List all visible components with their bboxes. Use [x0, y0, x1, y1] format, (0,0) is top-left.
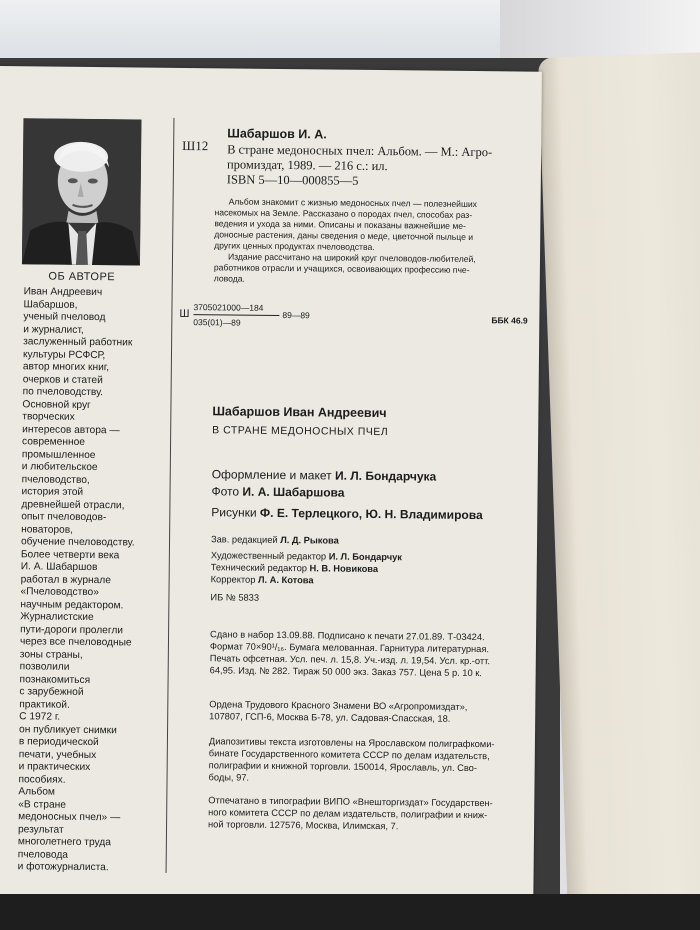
- bio-line: он публикует снимки: [18, 723, 117, 736]
- bio-line: автор многих книг,: [22, 361, 110, 374]
- staff-item: Художественный редактор И. Л. Бондарчук: [210, 550, 403, 563]
- dia-line: бинате Государственного комитета СССР по делам издательств,: [208, 748, 490, 762]
- classification-tail: 89—89: [282, 310, 310, 321]
- annotation-line: Альбом знакомит с жизнью медоносных пчел — полезнейших: [228, 196, 478, 210]
- bbk-code: ББК 46.9: [491, 315, 528, 326]
- bio-line: пчеловодство,: [21, 473, 90, 486]
- bio-line: пособиях.: [18, 773, 66, 786]
- staff-item: Технический редактор Н. В. Новикова: [210, 562, 379, 575]
- bio-line: С 1972 г.: [19, 711, 61, 723]
- classification-numerator: 3705021000—184: [193, 302, 264, 313]
- annotation-line: Издание рассчитано на широкий круг пчеловодов-любителей,: [227, 251, 476, 265]
- otp-line: ного комитета СССР по делам издательств, полиграфии и книж-: [208, 807, 488, 821]
- credits: [211, 466, 483, 524]
- otp-line: ной торговли. 127576, Москва, Илимская, 7.: [208, 819, 399, 832]
- ref-line: В стране медоносных пчел: Альбом. — М.: Агро-: [227, 142, 493, 160]
- bio-line: пчеловода: [17, 848, 69, 861]
- diapositives-note: [209, 735, 495, 786]
- bio-line: «Пчеловодство»: [20, 586, 99, 599]
- annotation: [214, 196, 542, 288]
- credit-photo: Фото И. А. Шабаршова: [211, 484, 345, 500]
- table-surface: [0, 894, 700, 930]
- bio-line: история этой: [21, 486, 84, 498]
- publisher-address: [209, 698, 467, 725]
- credit-design: Оформление и макет И. Л. Бондарчука: [211, 467, 437, 484]
- otp-line: Отпечатано в типографии ВИПО «Внешторгиздат» Государствен-: [208, 795, 493, 809]
- bio-line: промышленное: [21, 448, 96, 461]
- bio-line: познакомиться: [19, 673, 91, 686]
- ib-number: ИБ № 5833: [210, 592, 260, 603]
- bio-line: современное: [22, 436, 85, 448]
- print-line: 64,95. Изд. № 282. Тираж 50 000 экз. Заказ 757. Цена 5 р. 10 к.: [209, 665, 482, 679]
- order-line: 107807, ГСП-6, Москва Б-78, ул. Садовая-Спасская, 18.: [209, 711, 451, 724]
- bio-line: зоны страны,: [19, 648, 83, 661]
- annotation-line: работников отрасли и учащихся, освоивающих профессию пче-: [213, 262, 470, 275]
- print-line: Формат 70×90¹/₁₆. Бумага мелованная. Гарнитура литературная.: [209, 641, 490, 655]
- bio-line: результат: [17, 823, 64, 836]
- bio-line: новаторов,: [21, 523, 74, 536]
- bio-line: по пчеловодству.: [22, 386, 104, 399]
- bio-line: пути-дороги пролегли: [20, 623, 124, 636]
- colophon-title: В СТРАНЕ МЕДОНОСНЫХ ПЧЕЛ: [212, 424, 389, 439]
- bio-line: работал в журнале: [20, 573, 112, 586]
- bio-line: и журналист,: [23, 323, 84, 336]
- print-line: Печать офсетная. Усл. печ. л. 15,8. Уч.-изд. л. 19,54. Усл. кр.-отт.: [209, 653, 491, 667]
- annotation-line: ловода.: [213, 273, 245, 284]
- bio-line: позволили: [19, 661, 70, 673]
- bio-line: и практических: [18, 761, 91, 774]
- bio-line: в периодической: [18, 736, 99, 749]
- bio-line: медоносных пчел» —: [18, 811, 121, 824]
- bio-line: опыт пчеловодов-: [21, 511, 107, 524]
- author-photo-icon: [22, 118, 142, 265]
- bio-line: Иван Андреевич: [23, 286, 103, 299]
- bio-line: печати, учебных: [18, 748, 97, 761]
- bio-line: многолетнего труда: [17, 836, 111, 849]
- catalog-reference: [227, 142, 493, 190]
- fraction-bar: [193, 314, 279, 316]
- staff-list: [210, 533, 402, 605]
- staff-item: Корректор Л. А. Котова: [210, 574, 314, 586]
- bio-line: через все пчеловодные: [19, 636, 132, 649]
- bio-line: «В стране: [18, 798, 67, 811]
- ref-line: промиздат, 1989. — 216 с.: ил.: [226, 157, 388, 174]
- left-page: [0, 66, 542, 900]
- printing-house-note: [208, 794, 493, 833]
- annotation-line: доносные растения, даны сведения о меде, цветочной пыльце и: [214, 229, 474, 243]
- bio-line: Основной круг: [22, 398, 91, 411]
- bio-line: практикой.: [19, 698, 70, 711]
- staff-item: Зав. редакцией Л. Д. Рыкова: [211, 534, 339, 546]
- bio-line: и фотожурналиста.: [17, 861, 109, 874]
- bio-line: древнейшей отрасли,: [21, 498, 125, 511]
- bio-line: очерков и статей: [22, 373, 103, 386]
- author-bio: [18, 286, 172, 875]
- catalog-author: Шабаршов И. А.: [227, 126, 327, 142]
- dia-line: боды, 97.: [208, 772, 250, 783]
- print-line: Сдано в набор 13.09.88. Подписано к печати 27.01.89. Т-03424.: [210, 629, 485, 643]
- credit-drawings: Рисунки Ф. Е. Терлецкого, Ю. Н. Владимирова: [211, 505, 483, 523]
- annotation-line: других ценных продуктах пчеловодства.: [214, 240, 375, 252]
- right-page: [538, 52, 700, 910]
- colophon-author: Шабаршов Иван Андреевич: [212, 404, 387, 421]
- bio-line: Альбом: [18, 786, 56, 798]
- bio-line: Более четверти века: [20, 548, 120, 561]
- bio-line: ученый пчеловод: [23, 311, 106, 324]
- bio-line: интересов автора —: [22, 423, 120, 436]
- bio-line: заслуженный работник: [23, 336, 133, 349]
- bio-line: с зарубежной: [19, 686, 84, 698]
- bio-line: научным редактором.: [20, 598, 124, 611]
- classification-denominator: 035(01)—89: [193, 317, 241, 328]
- dia-line: полиграфии и книжной торговли. 150014, Ярославль, ул. Сво-: [208, 760, 478, 774]
- order-line: Ордена Трудового Красного Знамени ВО «Агропромиздат»,: [209, 699, 468, 712]
- bio-line: И. А. Шабаршов: [20, 561, 98, 574]
- bio-line: и любительское: [21, 461, 98, 474]
- bio-line: творческих: [22, 411, 75, 423]
- dia-line: Диапозитивы текста изготовлены на Ярославском полиграфкоми-: [208, 736, 495, 750]
- bio-line: Шабаршов,: [23, 298, 78, 311]
- classification-letter: Ш: [179, 307, 190, 321]
- print-details: [210, 628, 491, 679]
- annotation-line: насекомых на Земле. Рассказано о породах пчел, способах раз-: [214, 207, 473, 220]
- catalog-code: Ш12: [182, 137, 209, 154]
- isbn: ISBN 5—10—000855—5: [226, 172, 359, 188]
- about-author-title: ОБ АВТОРЕ: [48, 270, 116, 284]
- author-portrait: [22, 118, 142, 265]
- annotation-line: ведения и ухода за ними. Описаны и показаны важнейшие ме-: [214, 218, 466, 231]
- bio-line: обучение пчеловодству.: [20, 536, 135, 549]
- bio-line: культуры РСФСР,: [22, 348, 106, 361]
- bio-line: Журналистские: [20, 611, 94, 624]
